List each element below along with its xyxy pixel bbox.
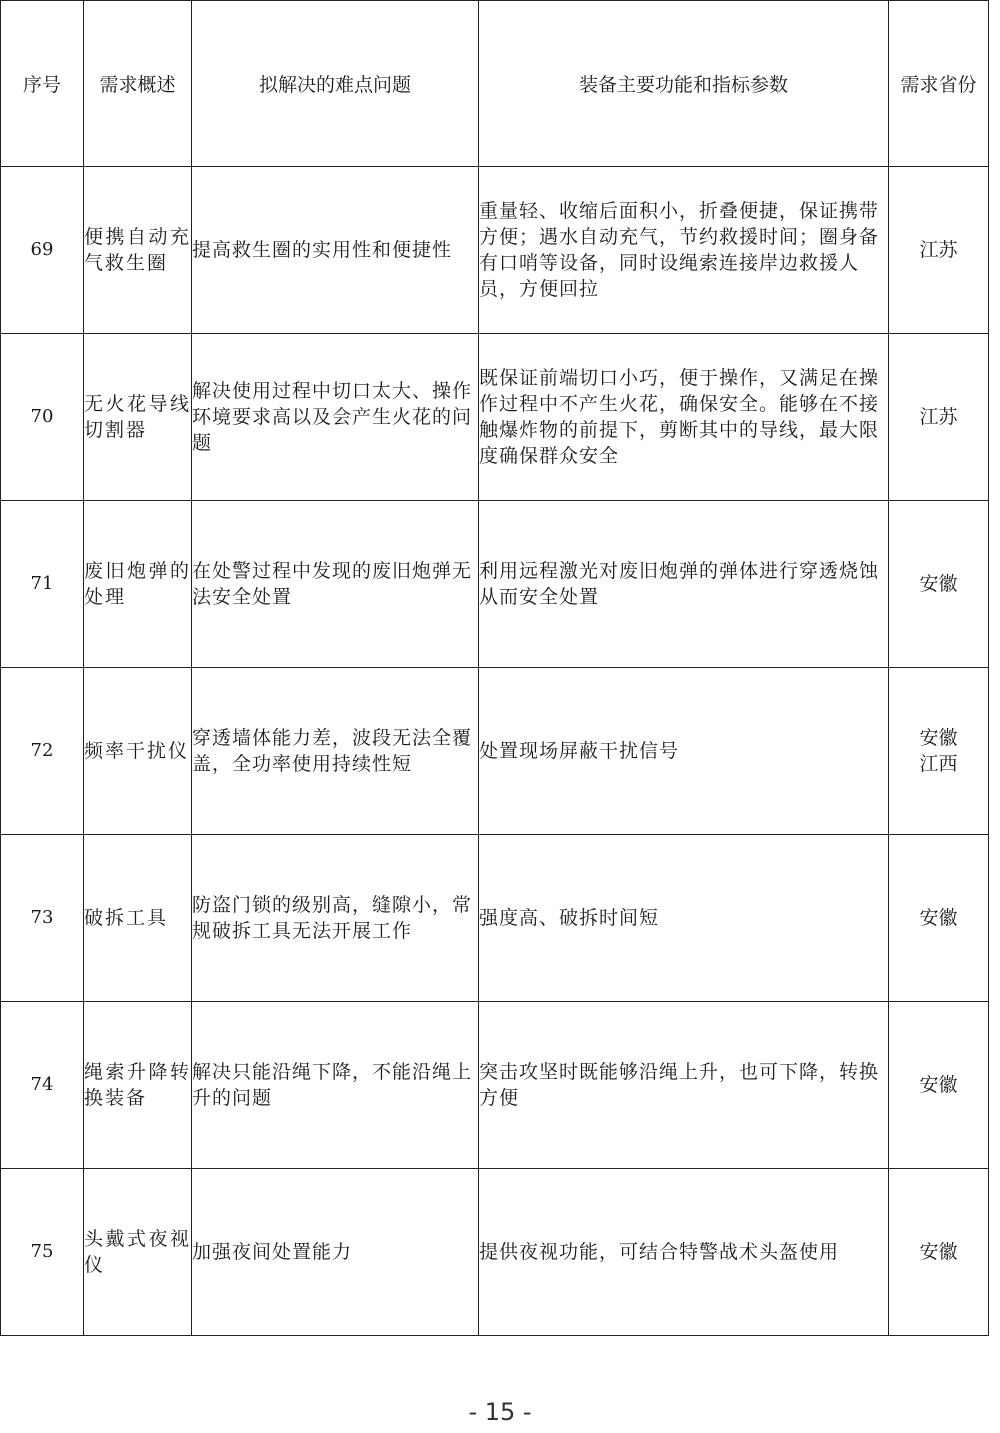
row-index: 72 — [1, 668, 84, 835]
row-summary: 无火花导线切割器 — [84, 334, 192, 501]
row-difficulty: 防盗门锁的级别高，缝隙小，常规破拆工具无法开展工作 — [192, 835, 479, 1002]
row-spec: 提供夜视功能，可结合特警战术头盔使用 — [479, 1169, 889, 1336]
row-difficulty: 解决使用过程中切口太大、操作环境要求高以及会产生火花的问题 — [192, 334, 479, 501]
row-province — [889, 1002, 989, 1169]
header-difficulty: 拟解决的难点问题 — [192, 1, 479, 167]
row-province — [889, 501, 989, 668]
row-difficulty: 加强夜间处置能力 — [192, 1169, 479, 1336]
province-name: 江苏 — [919, 406, 958, 428]
row-difficulty: 穿透墙体能力差，波段无法全覆盖，全功率使用持续性短 — [192, 668, 479, 835]
table-row — [1, 334, 989, 501]
table-row — [1, 167, 989, 334]
page-number: - 15 - — [468, 1398, 532, 1426]
table-row — [1, 1002, 989, 1169]
row-province — [889, 1169, 989, 1336]
row-summary: 废旧炮弹的处理 — [84, 501, 192, 668]
row-province — [889, 167, 989, 334]
table-row — [1, 835, 989, 1002]
row-spec: 利用远程激光对废旧炮弹的弹体进行穿透烧蚀从而安全处置 — [479, 501, 889, 668]
province-name: 安徽 — [919, 907, 958, 929]
row-difficulty: 在处警过程中发现的废旧炮弹无法安全处置 — [192, 501, 479, 668]
table-header-row — [1, 1, 989, 167]
table-row — [1, 1169, 989, 1336]
row-summary: 破拆工具 — [84, 835, 192, 1002]
row-province — [889, 668, 989, 835]
row-index: 73 — [1, 835, 84, 1002]
row-province — [889, 835, 989, 1002]
row-spec: 既保证前端切口小巧，便于操作，又满足在操作过程中不产生火花，确保安全。能够在不接触爆炸物的前提下，剪断其中的导线，最大限度确保群众安全 — [479, 334, 889, 501]
table-row — [1, 668, 989, 835]
province-name: 安徽 — [919, 1074, 958, 1096]
row-spec: 重量轻、收缩后面积小，折叠便捷，保证携带方便；遇水自动充气，节约救援时间；圈身备有口哨等设备，同时设绳索连接岸边救援人员，方便回拉 — [479, 167, 889, 334]
row-spec: 处置现场屏蔽干扰信号 — [479, 668, 889, 835]
row-summary: 频率干扰仪 — [84, 668, 192, 835]
row-index: 71 — [1, 501, 84, 668]
row-difficulty: 解决只能沿绳下降，不能沿绳上升的问题 — [192, 1002, 479, 1169]
header-province: 需求省份 — [889, 1, 989, 167]
province-name: 安徽 — [919, 727, 958, 749]
table-row — [1, 501, 989, 668]
province-name: 安徽 — [919, 573, 958, 595]
row-spec: 强度高、破拆时间短 — [479, 835, 889, 1002]
row-summary: 绳索升降转换装备 — [84, 1002, 192, 1169]
row-index: 74 — [1, 1002, 84, 1169]
row-index: 70 — [1, 334, 84, 501]
header-summary: 需求概述 — [84, 1, 192, 167]
header-spec: 装备主要功能和指标参数 — [479, 1, 889, 167]
province-name: 江苏 — [919, 239, 958, 261]
row-summary: 便携自动充气救生圈 — [84, 167, 192, 334]
row-index: 75 — [1, 1169, 84, 1336]
row-difficulty: 提高救生圈的实用性和便捷性 — [192, 167, 479, 334]
header-index: 序号 — [1, 1, 84, 167]
province-name: 江西 — [919, 753, 958, 775]
row-province — [889, 334, 989, 501]
row-summary: 头戴式夜视仪 — [84, 1169, 192, 1336]
province-name: 安徽 — [919, 1241, 958, 1263]
row-spec: 突击攻坚时既能够沿绳上升，也可下降，转换方便 — [479, 1002, 889, 1169]
row-index: 69 — [1, 167, 84, 334]
